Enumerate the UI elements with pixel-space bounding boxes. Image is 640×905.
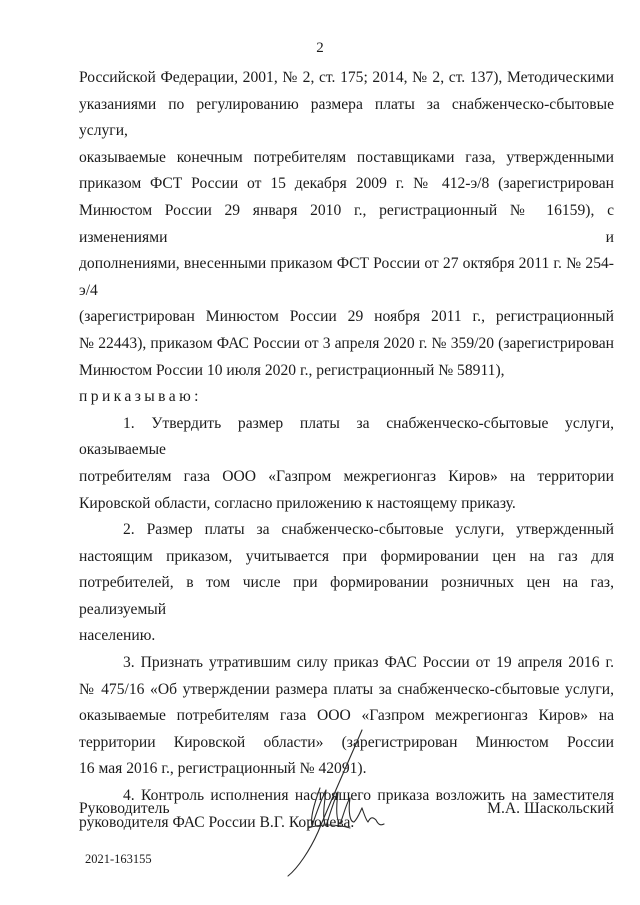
item-1 <box>79 411 614 517</box>
document-body <box>79 65 614 836</box>
text-line: Кировской области, согласно приложению к настоящему приказу. <box>79 494 516 512</box>
text-line: № 475/16 «Об утверждении размера платы за снабженческо-сбытовые услуги, <box>79 680 614 698</box>
text-line: Минюстом России 29 января 2010 г., регистрационный № 16159), с изменениями и <box>79 201 614 246</box>
text-line: территории Кировской области» (зарегистрирован Минюстом России <box>79 733 614 751</box>
text-line: потребителям газа ООО «Газпром межрегионгаз Киров» на территории <box>79 467 614 485</box>
text-line: указаниями по регулированию размера платы за снабженческо-сбытовые услуги, <box>79 95 614 140</box>
text-line: 3. Признать утратившим силу приказ ФАС России от 19 апреля 2016 г. <box>123 654 614 672</box>
document-number: 2021-163155 <box>85 852 152 866</box>
text-line: 1. Утвердить размер платы за снабженческо-сбытовые услуги, оказываемые <box>79 414 614 459</box>
text-line: № 22443), приказом ФАС России от 3 апреля 2020 г. № 359/20 (зарегистрирован <box>79 334 614 352</box>
order-word <box>79 384 614 411</box>
text-line: Российской Федерации, 2001, № 2, ст. 175; 2014, № 2, ст. 137), Методическими <box>79 69 614 86</box>
item-2 <box>79 517 614 650</box>
signer-position: Руководитель <box>79 800 170 817</box>
text-line: населению. <box>79 627 156 645</box>
text-line: 4. Контроль исполнения настоящего приказа возложить на заместителя <box>123 787 614 805</box>
text-line: (зарегистрирован Минюстом России 29 ноября 2011 г., регистрационный <box>79 308 614 326</box>
text-line: оказываемые потребителям газа ООО «Газпром межрегионгаз Киров» на <box>79 707 614 725</box>
text-line: дополнениями, внесенными приказом ФСТ России от 27 октября 2011 г. № 254-э/4 <box>79 255 614 299</box>
intro-paragraph <box>79 65 614 384</box>
order-word-text: приказываю: <box>79 388 202 406</box>
page-number: 2 <box>316 40 324 56</box>
text-line: оказываемые конечным потребителям поставщиками газа, утвержденными <box>79 148 614 166</box>
text-line: приказом ФСТ России от 15 декабря 2009 г. № 412-э/8 (зарегистрирован <box>79 175 614 193</box>
handwritten-signature <box>280 728 390 878</box>
signer-name: М.А. Шаскольский <box>487 800 614 817</box>
text-line: 16 мая 2016 г., регистрационный № 42091). <box>79 760 367 778</box>
text-line: Минюстом России 10 июля 2020 г., регистрационный № 58911), <box>79 361 505 379</box>
text-line: руководителя ФАС России В.Г. Королева. <box>79 813 355 831</box>
text-line: 2. Размер платы за снабженческо-сбытовые услуги, утвержденный <box>123 521 614 539</box>
text-line: настоящим приказом, учитывается при формировании цен на газ для <box>79 547 614 565</box>
text-line: потребителей, в том числе при формировании розничных цен на газ, реализуемый <box>79 574 614 618</box>
